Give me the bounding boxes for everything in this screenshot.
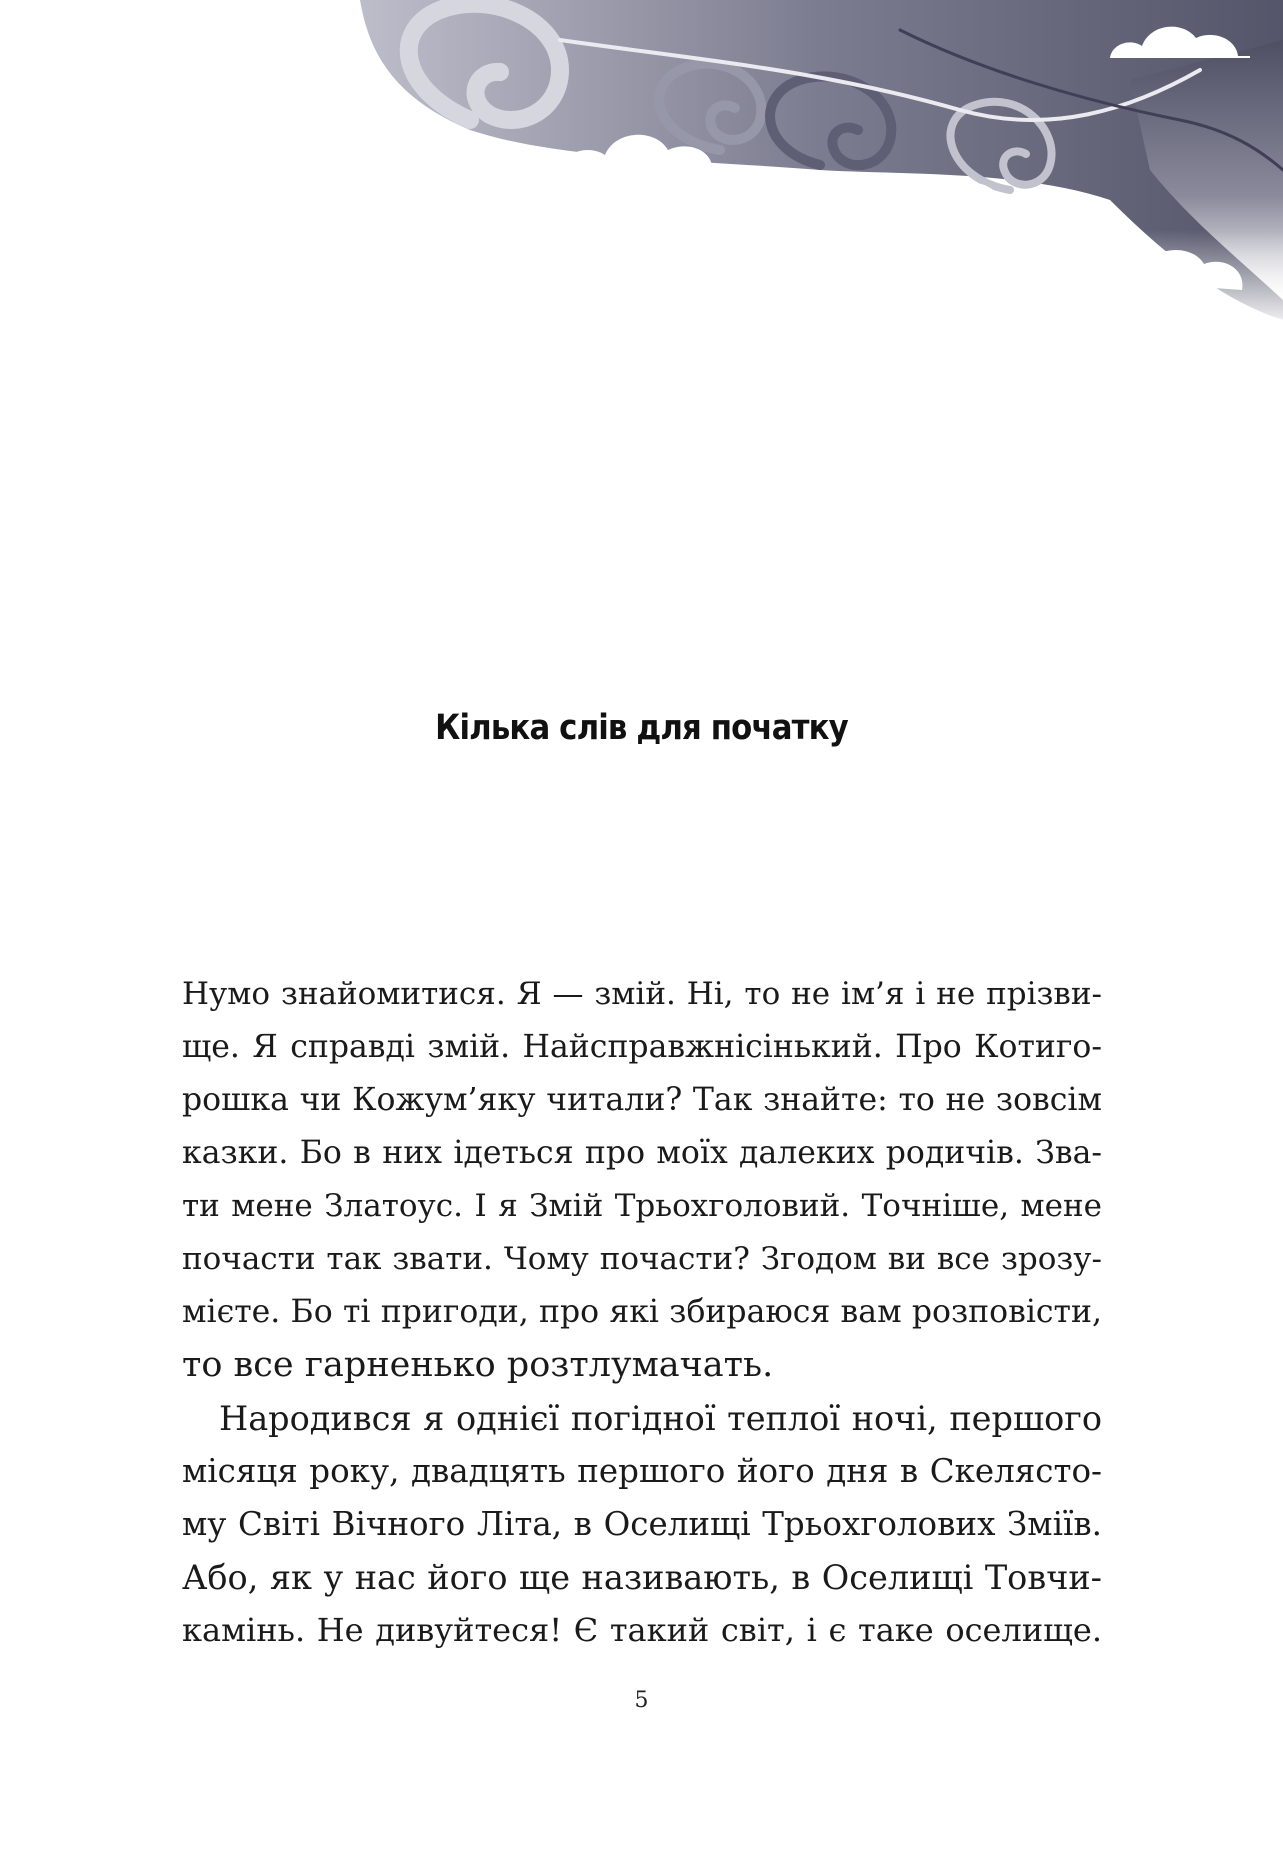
text-line: рошка чи Кожум’яку читали? Так знайте: то не зовсім	[182, 1082, 1102, 1118]
text-line: почасти так звати. Чому почасти? Згодом ви все зрозу-	[182, 1241, 1102, 1277]
text-line: камінь. Не дивуйтеся! Є такий світ, і є таке оселище.	[182, 1611, 1102, 1649]
paragraph-2	[182, 1392, 1102, 1657]
text-line: му Світі Вічного Літа, в Оселищі Трьохголових Зміїв.	[182, 1505, 1102, 1543]
text-line: Нумо знайомитися. Я — змій. Ні, то не ім’я і не прізви-	[182, 976, 1102, 1012]
chapter-title: Кілька слів для початку	[435, 708, 848, 748]
text-line: мієте. Бо ті пригоди, про які збираюся вам розповісти,	[182, 1294, 1102, 1330]
text-line: ти мене Златоус. І я Змій Трьохголовий. Точніше, мене	[182, 1188, 1102, 1224]
paragraph-1	[182, 968, 1102, 1392]
text-line: то все гарненько розтлумачать.	[182, 1345, 774, 1385]
text-line: ще. Я справді змій. Найсправжнісінький. Про Котиго-	[182, 1029, 1102, 1065]
text-line: місяця року, двадцять першого його дня в Скелясто-	[182, 1452, 1102, 1490]
sky-swirl-illustration	[0, 0, 1283, 330]
text-line: Народився я однієї погідної теплої ночі, першого	[219, 1399, 1102, 1438]
page-number: 5	[634, 1688, 649, 1713]
body-text	[182, 968, 1102, 1657]
text-line: казки. Бо в них ідеться про моїх далеких родичів. Зва-	[182, 1135, 1102, 1171]
text-line: Або, як у нас його ще називають, в Оселищі Товчи-	[182, 1558, 1102, 1597]
